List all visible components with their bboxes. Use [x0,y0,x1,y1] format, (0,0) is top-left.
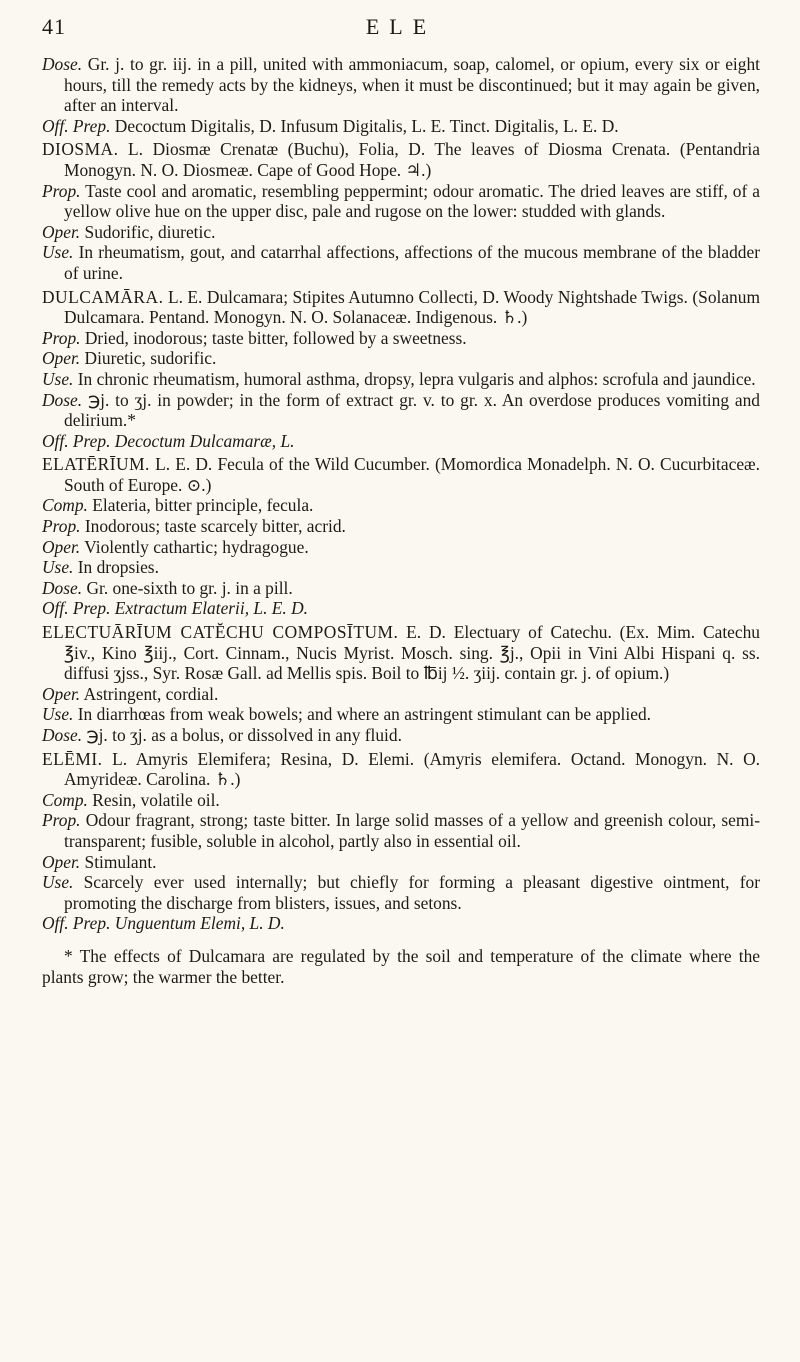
line-label: Oper. [42,851,81,872]
line-label: Oper. [42,536,81,557]
headword: ELĒMI. [42,748,103,769]
entry-line [42,54,760,116]
line-text: Violently cathartic; hydragogue. [84,536,309,557]
entry-electuarium [42,622,760,746]
entry-line [42,390,760,431]
entry-diosma [42,139,760,283]
line-text: Decoctum Digitalis, D. Infusum Digitalis, L. E. Tinct. Digitalis, L. E. D. [114,115,619,136]
heading-text: E. D. Electuary of Catechu. (Ex. Mim. Catechu ℥iv., Kino ℥iij., Cort. Cinnam., Nucis Myrist. Mosch. sing. ℥j., Opii in Vini Albi Hispani q. ss. diffusi ʒjss., Syr. Rosæ Gall. ad Mellis spis. Boil to ℔ij ½. ʒiij. contain gr. j. of opium.) [64,622,760,684]
line-text: ℈j. to ʒj. in powder; in the form of extract gr. v. to gr. x. An overdose produces vomiting and delirium.* [64,389,760,431]
line-label: Prop. [42,516,81,537]
line-text: Diuretic, sudorific. [84,348,217,369]
entry-line [42,684,760,705]
line-label: Off. Prep. [42,913,111,934]
line-label: Dose. [42,725,83,745]
line-label: Oper. [42,683,81,704]
entry-line [42,913,760,934]
line-text: Astringent, cordial. [83,683,219,704]
entry-line [42,181,760,222]
entry-line [42,328,760,349]
line-text: In rheumatism, gout, and catarrhal affections, affections of the mucous membrane of the bladder of urine. [64,242,760,283]
entry-line [42,222,760,243]
line-text: Dried, inodorous; taste bitter, followed by a sweetness. [84,327,467,348]
heading-text: L. Amyris Elemifera; Resina, D. Elemi. (Amyris elemifera. Octand. Monogyn. N. O. Amyrideæ. Carolina. ♄.) [64,748,760,790]
footnote: * The effects of Dulcamara are regulated by the soil and temperature of the climate where the plants grow; the warmer the better. [42,945,760,987]
entry-line [42,242,760,283]
entry-line [42,790,760,811]
headword: DIOSMA. [42,139,119,160]
headword: DULCAMĀRA. [42,286,164,307]
line-label: Prop. [42,810,81,831]
entry-line [42,537,760,558]
entry-line [42,810,760,851]
line-label: Off. Prep. [42,430,111,451]
entry-line [42,704,760,725]
line-label: Dose. [42,54,83,74]
entry-line [42,495,760,516]
entry-heading [42,139,760,180]
line-label: Use. [42,557,74,578]
line-text: In dropsies. [77,557,159,578]
entry-elemi [42,749,760,934]
page-header [42,14,760,54]
entry-heading [42,454,760,495]
line-text: Decoctum Dulcamaræ, L. [114,430,295,451]
entry-elaterium [42,454,760,619]
heading-text: L. E. D. Fecula of the Wild Cucumber. (Momordica Monadelph. N. O. Cucurbitaceæ. South of Europe. ⊙.) [64,454,760,495]
running-head: ELE [365,14,437,39]
heading-text: L. E. Dulcamara; Stipites Autumno Collecti, D. Woody Nightshade Twigs. (Solanum Dulcamara. Pentand. Monogyn. N. O. Solanaceæ. Indigenous. ♄.) [64,286,760,328]
headword: ELATĒRĪUM. [42,454,150,475]
line-text: Unguentum Elemi, L. D. [114,913,285,934]
line-label: Use. [42,704,74,725]
line-text: Gr. one-sixth to gr. j. in a pill. [86,577,293,598]
entry-line [42,725,760,746]
entry-line [42,598,760,619]
entry-line [42,852,760,873]
line-label: Oper. [42,348,81,369]
entry-heading [42,749,760,790]
line-text: Stimulant. [84,851,157,872]
line-label: Use. [42,872,74,893]
page-number: 41 [42,14,66,39]
entry-line [42,557,760,578]
line-text: Sudorific, diuretic. [84,221,216,242]
entry-line [42,516,760,537]
line-text: ℈j. to ʒj. as a bolus, or dissolved in any fluid. [86,725,402,745]
line-text: Extractum Elaterii, L. E. D. [114,598,309,619]
line-label: Off. Prep. [42,115,111,136]
line-text: In chronic rheumatism, humoral asthma, dropsy, lepra vulgaris and alphos: scrofula and jaundice. [77,368,756,389]
entry-heading [42,622,760,684]
line-label: Off. Prep. [42,598,111,619]
entry-line [42,348,760,369]
line-text: Scarcely ever used internally; but chiefly for forming a pleasant digestive ointment, for promoting the discharge from blisters, issues, and setons. [64,872,760,913]
line-text: Taste cool and aromatic, resembling peppermint; odour aromatic. The dried leaves are stiff, of a yellow olive hue on the upper disc, pale and rugose on the lower: studded with glands. [64,180,760,222]
entry-line [42,578,760,599]
entry-dulcamara [42,287,760,452]
line-text: Resin, volatile oil. [92,789,220,810]
page-body [42,54,760,987]
headword: ELECTUĀRĪUM CATĔCHU COMPOSĪTUM. [42,622,399,643]
entry-line [42,369,760,390]
line-label: Oper. [42,221,81,242]
line-label: Use. [42,242,74,263]
entry-line [42,431,760,452]
entry-line [42,116,760,137]
line-label: Comp. [42,495,88,516]
entry-line [42,872,760,913]
line-text: Elateria, bitter principle, fecula. [92,495,314,516]
line-label: Use. [42,368,74,389]
line-label: Prop. [42,180,81,201]
line-text: Gr. j. to gr. iij. in a pill, united with ammoniacum, soap, calomel, or opium, every six or eight hours, till the remedy acts by the kidneys, when it must be discontinued; but it may again be given, after an interval. [64,54,760,116]
entry-heading [42,287,760,328]
line-label: Dose. [42,577,83,598]
line-label: Dose. [42,389,83,410]
line-label: Comp. [42,789,88,810]
line-label: Prop. [42,327,81,348]
heading-text: L. Diosmæ Crenatæ (Buchu), Folia, D. The leaves of Diosma Crenata. (Pentandria Monogyn. N. O. Diosmeæ. Cape of Good Hope. ♃.) [64,139,760,180]
entry-digitalis-continued [42,54,760,136]
line-text: Inodorous; taste scarcely bitter, acrid. [84,516,346,537]
line-text: Odour fragrant, strong; taste bitter. In large solid masses of a yellow and greenish colour, semi-transparent; fusible, soluble in alcohol, partly also in essential oil. [64,810,760,851]
line-text: In diarrhœas from weak bowels; and where an astringent stimulant can be applied. [77,704,651,725]
